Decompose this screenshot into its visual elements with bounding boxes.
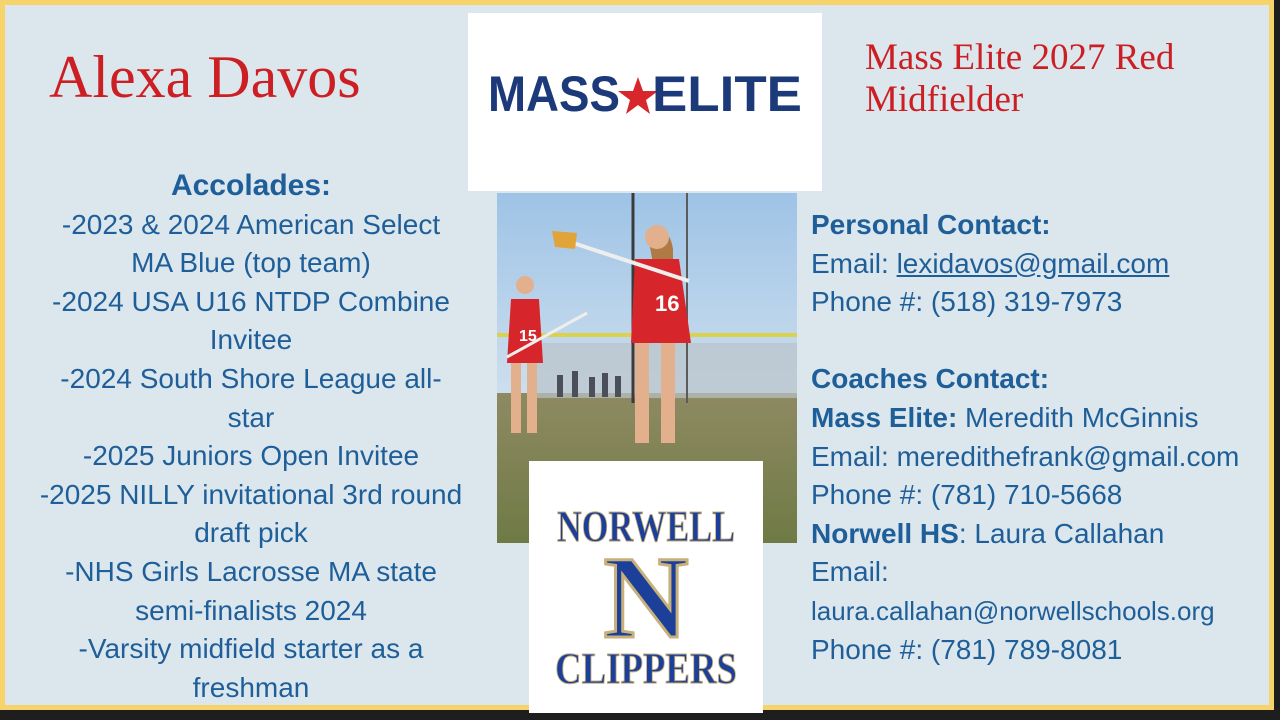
mass-elite-email-row bbox=[811, 438, 1280, 477]
mass-elite-logo-part1: MASS bbox=[488, 66, 620, 122]
norwell-logo-letter: N bbox=[603, 532, 689, 663]
norwell-email: laura.callahan@norwellschools.org bbox=[811, 595, 1215, 626]
accolade-line: -2025 NILLY invitational 3rd round bbox=[39, 478, 463, 510]
personal-phone-row bbox=[811, 283, 1280, 322]
accolades-heading: Accolades: bbox=[170, 169, 332, 202]
norwell-coach-row bbox=[811, 515, 1280, 554]
player-position: Midfielder bbox=[865, 79, 1024, 120]
norwell-email-label: Email: bbox=[811, 556, 889, 588]
accolade-line: freshman bbox=[192, 671, 310, 703]
accolade-line: -NHS Girls Lacrosse MA state bbox=[65, 555, 437, 587]
personal-contact-heading: Personal Contact: bbox=[811, 209, 1051, 240]
accolade-line: MA Blue (top team) bbox=[131, 247, 371, 279]
email-label: Email: bbox=[811, 440, 897, 472]
front-jersey-number: 16 bbox=[655, 291, 680, 316]
player-name: Alexa Davos bbox=[49, 44, 361, 110]
accolade-line: star bbox=[227, 401, 275, 433]
accolade-line: -2024 USA U16 NTDP Combine bbox=[52, 285, 450, 317]
phone-label: Phone #: bbox=[811, 633, 931, 665]
phone-label: Phone #: bbox=[811, 286, 931, 318]
accolade-line: -2024 South Shore League all- bbox=[60, 362, 442, 394]
accolade-line: -2023 & 2024 American Select bbox=[61, 208, 441, 240]
accolade-line: draft pick bbox=[194, 517, 308, 549]
norwell-phone: (781) 789-8081 bbox=[930, 633, 1123, 665]
personal-email-link[interactable]: lexidavos@gmail.com bbox=[896, 247, 1170, 279]
email-label: Email: bbox=[811, 247, 897, 279]
spacer bbox=[811, 322, 1280, 361]
contact-section bbox=[811, 206, 1280, 669]
mass-elite-logo-part2: ELITE bbox=[652, 66, 802, 122]
mass-elite-coach-row bbox=[811, 399, 1280, 438]
phone-label: Phone #: bbox=[811, 479, 931, 511]
norwell-clippers-logo bbox=[529, 461, 763, 713]
norwell-label: Norwell HS bbox=[811, 517, 959, 549]
back-jersey-number: 15 bbox=[519, 328, 537, 345]
accolade-line: Invitee bbox=[209, 324, 293, 356]
team-position bbox=[865, 37, 1174, 121]
norwell-phone-row bbox=[811, 631, 1280, 670]
team-name: Mass Elite 2027 Red bbox=[865, 37, 1175, 78]
mass-elite-phone: (781) 710-5668 bbox=[930, 479, 1123, 511]
personal-phone: (518) 319-7973 bbox=[930, 286, 1123, 318]
accolade-line: -2025 Juniors Open Invitee bbox=[82, 440, 420, 472]
accolade-line: semi-finalists 2024 bbox=[135, 594, 367, 626]
mass-elite-coach-name: Meredith McGinnis bbox=[957, 401, 1199, 433]
mass-elite-logo bbox=[468, 13, 822, 191]
accolades-section bbox=[5, 167, 497, 707]
accolade-line: -Varsity midfield starter as a bbox=[78, 633, 424, 665]
norwell-logo-top-text: NORWELL bbox=[557, 502, 735, 551]
coaches-contact-heading: Coaches Contact: bbox=[811, 363, 1050, 395]
personal-email-row bbox=[811, 245, 1280, 284]
norwell-coach-name: : Laura Callahan bbox=[958, 517, 1165, 549]
mass-elite-email: meredithefrank@gmail.com bbox=[896, 440, 1240, 472]
norwell-logo-bottom-text: CLIPPERS bbox=[555, 644, 737, 693]
mass-elite-phone-row bbox=[811, 476, 1280, 515]
mass-elite-label: Mass Elite: bbox=[811, 401, 958, 433]
